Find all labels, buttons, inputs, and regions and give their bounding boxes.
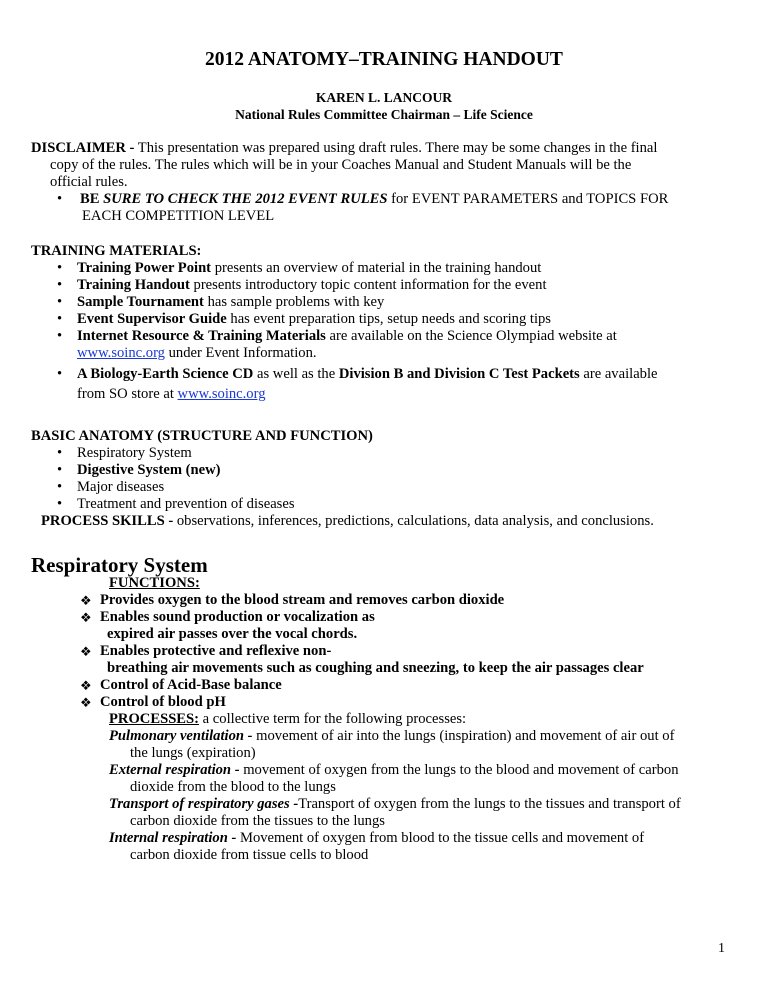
process-skills: PROCESS SKILLS - observations, inferences, predictions, calculations, data analysis, and conclusions.: [41, 513, 654, 529]
bullet-icon: •: [57, 294, 63, 310]
process-item: Pulmonary ventilation - movement of air into the lungs (inspiration) and movement of air out of: [109, 728, 675, 744]
list-item: • Major diseases: [57, 479, 165, 495]
bullet-icon: •: [57, 462, 63, 478]
diamond-bullet-icon: ❖: [80, 678, 92, 693]
bullet-icon: •: [57, 191, 63, 207]
respiratory-processes: PROCESSES: a collective term for the following processes: Pulmonary ventilation - movement of air into the lungs (inspiration) and movement of air out of the lungs (expiration) External respiration - movement of oxygen from the lungs to the blood and movement of carbon dioxide from the blood to the lungs Transport of respiratory gases -Transport of oxygen from the lungs to the tissues and transport of carbon dioxide from the tissues to the lungs Internal respiration - Movement of oxygen from blood to the tissue cells and movement of carbon dioxide from tissue cells to blood: [109, 711, 759, 864]
list-item: • Sample Tournament has sample problems with key: [57, 294, 385, 310]
basic-anatomy: [31, 428, 751, 530]
bullet-icon: •: [57, 496, 63, 512]
list-item: • Training Handout presents introductory topic content information for the event: [57, 277, 547, 293]
disclaimer-label: DISCLAIMER -: [31, 140, 135, 156]
processes-label: PROCESSES:: [109, 711, 200, 727]
process-item-cont: the lungs (expiration): [130, 745, 256, 761]
basic-list: [57, 445, 751, 513]
respiratory-functions: [80, 575, 760, 711]
bullet-icon: •: [57, 445, 63, 461]
disclaimer-block: [31, 140, 741, 225]
disclaimer-text-3: official rules.: [50, 174, 128, 190]
list-item: ❖ Enables protective and reflexive non- breathing air movements such as coughing and sneezing, to keep the air passages clear: [80, 643, 644, 676]
bullet-icon: •: [57, 277, 63, 293]
training-heading: TRAINING MATERIALS:: [31, 243, 202, 259]
basic-heading: BASIC ANATOMY (STRUCTURE AND FUNCTION): [31, 428, 373, 444]
disclaimer-text-2: copy of the rules. The rules which will be in your Coaches Manual and Student Manuals will be the: [50, 157, 632, 173]
list-item: ❖ Control of blood pH: [80, 694, 226, 710]
soinc-store-link[interactable]: www.soinc.org: [177, 386, 266, 402]
page-number: 1: [718, 941, 725, 956]
rules-emphasis: SURE TO CHECK THE 2012 EVENT RULES: [103, 191, 388, 207]
disclaimer-bullet: • BE SURE TO CHECK THE 2012 EVENT RULES for EVENT PARAMETERS and TOPICS FOR: [57, 191, 669, 207]
bullet-icon: •: [57, 328, 63, 344]
bullet-icon: •: [57, 366, 63, 382]
list-item: ❖ Control of Acid-Base balance: [80, 677, 282, 693]
diamond-bullet-icon: ❖: [80, 593, 92, 608]
list-item: • Event Supervisor Guide has event preparation tips, setup needs and scoring tips: [57, 311, 551, 327]
soinc-link[interactable]: www.soinc.org: [77, 345, 165, 361]
diamond-bullet-icon: ❖: [80, 644, 92, 659]
author-name: KAREN L. LANCOUR: [315, 90, 453, 105]
process-item-cont: carbon dioxide from the tissues to the lungs: [130, 813, 385, 829]
diamond-bullet-icon: ❖: [80, 610, 92, 625]
functions-label: FUNCTIONS:: [109, 575, 200, 591]
list-item: • Respiratory System: [57, 445, 192, 461]
bullet-icon: •: [57, 311, 63, 327]
list-item: • Internet Resource & Training Materials are available on the Science Olympiad website at www.soinc.org under Event Information.: [57, 328, 617, 361]
section-heading-respiratory: Respiratory System: [31, 553, 208, 577]
author-role: National Rules Committee Chairman – Life Science: [235, 107, 533, 122]
list-item: ❖ Provides oxygen to the blood stream and removes carbon dioxide: [80, 592, 505, 608]
training-materials: [31, 243, 741, 404]
diamond-bullet-icon: ❖: [80, 695, 92, 710]
list-item: • Treatment and prevention of diseases: [57, 496, 295, 512]
list-item: • A Biology-Earth Science CD as well as the Division B and Division C Test Packets are available from SO store at www.soinc.org: [57, 366, 658, 402]
process-item: External respiration - movement of oxygen from the lungs to the blood and movement of carbon: [109, 762, 679, 778]
training-list: [57, 260, 741, 404]
functions-list: [80, 592, 760, 711]
process-item-cont: carbon dioxide from tissue cells to blood: [130, 847, 369, 863]
process-item: Transport of respiratory gases -Transport of oxygen from the lungs to the tissues and transport of: [109, 796, 681, 812]
page-title: 2012 ANATOMY–TRAINING HANDOUT: [205, 49, 563, 70]
list-item: • Training Power Point presents an overview of material in the training handout: [57, 260, 542, 276]
list-item: • Digestive System (new): [57, 462, 221, 478]
list-item: ❖ Enables sound production or vocalization as expired air passes over the vocal chords.: [80, 609, 375, 642]
bullet-icon: •: [57, 260, 63, 276]
bullet-icon: •: [57, 479, 63, 495]
disclaimer-bullet-cont: EACH COMPETITION LEVEL: [82, 208, 275, 224]
process-item: Internal respiration - Movement of oxygen from blood to the tissue cells and movement of: [109, 830, 645, 846]
process-item-cont: dioxide from the blood to the lungs: [130, 779, 336, 795]
disclaimer-text-1: This presentation was prepared using draft rules. There may be some changes in the final: [134, 140, 658, 156]
